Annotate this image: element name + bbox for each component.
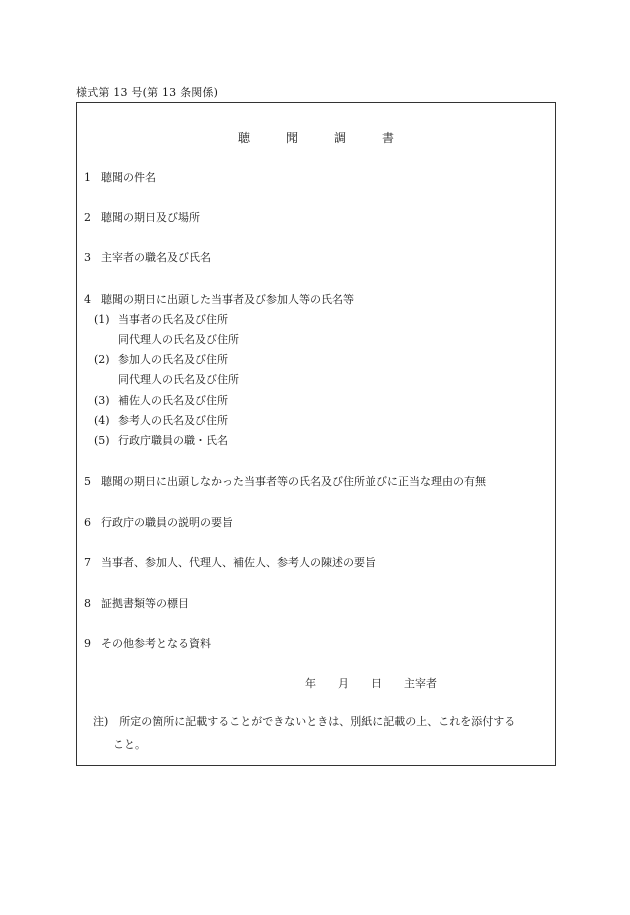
item-label: 聴聞の期日に出頭しなかった当事者等の氏名及び住所並びに正当な理由の有無 <box>101 475 486 488</box>
subitem-5 <box>94 432 228 448</box>
footnote <box>93 713 553 752</box>
subitem-label: 参考人の氏名及び住所 <box>118 414 228 427</box>
subitem-1 <box>94 311 228 327</box>
subitem-2-proxy: 同代理人の氏名及び住所 <box>118 373 239 386</box>
subitem-label: 行政庁職員の職・氏名 <box>118 434 228 447</box>
item-label: その他参考となる資料 <box>101 637 211 650</box>
footnote-line-2: こと。 <box>113 738 146 751</box>
item-5 <box>84 473 486 489</box>
item-1 <box>84 169 156 185</box>
item-number: 1 <box>84 171 91 184</box>
item-number: 6 <box>84 516 91 529</box>
item-number: 3 <box>84 251 91 264</box>
item-label: 証拠書類等の標目 <box>101 597 189 610</box>
item-number: 9 <box>84 637 91 650</box>
form-number: 様式第 13 号(第 13 条関係) <box>76 86 219 99</box>
subitem-number: (1) <box>94 313 110 326</box>
subitem-4 <box>94 412 228 428</box>
item-number: 4 <box>84 293 91 306</box>
footnote-line-1: 注) 所定の箇所に記載することができないときは、別紙に記載の上、これを添付する <box>93 715 516 728</box>
subitem-number: (4) <box>94 414 110 427</box>
item-9 <box>84 635 211 651</box>
date-signature-line: 年 月 日 主宰者 <box>305 677 437 690</box>
subitem-label: 参加人の氏名及び住所 <box>118 353 228 366</box>
item-label: 聴聞の件名 <box>101 171 156 184</box>
item-label: 聴聞の期日及び場所 <box>101 211 200 224</box>
item-number: 2 <box>84 211 91 224</box>
subitem-1-proxy: 同代理人の氏名及び住所 <box>118 333 239 346</box>
item-6 <box>84 514 233 530</box>
hearing-record-form <box>76 102 556 766</box>
subitem-2 <box>94 351 228 367</box>
item-label: 聴聞の期日に出頭した当事者及び参加人等の氏名等 <box>101 293 354 306</box>
subitem-number: (3) <box>94 394 110 407</box>
subitem-number: (5) <box>94 434 110 447</box>
item-label: 行政庁の職員の説明の要旨 <box>101 516 233 529</box>
subitem-number: (2) <box>94 353 110 366</box>
item-3 <box>84 249 211 265</box>
subitem-3 <box>94 392 228 408</box>
item-7 <box>84 554 376 570</box>
item-number: 8 <box>84 597 91 610</box>
subitem-label: 補佐人の氏名及び住所 <box>118 394 228 407</box>
item-label: 主宰者の職名及び氏名 <box>101 251 211 264</box>
item-8 <box>84 595 189 611</box>
item-number: 5 <box>84 475 91 488</box>
item-2 <box>84 209 200 225</box>
item-label: 当事者、参加人、代理人、補佐人、参考人の陳述の要旨 <box>101 556 376 569</box>
item-number: 7 <box>84 556 91 569</box>
form-title: 聴 聞 調 書 <box>237 131 394 145</box>
item-4 <box>84 291 354 307</box>
subitem-label: 当事者の氏名及び住所 <box>118 313 228 326</box>
